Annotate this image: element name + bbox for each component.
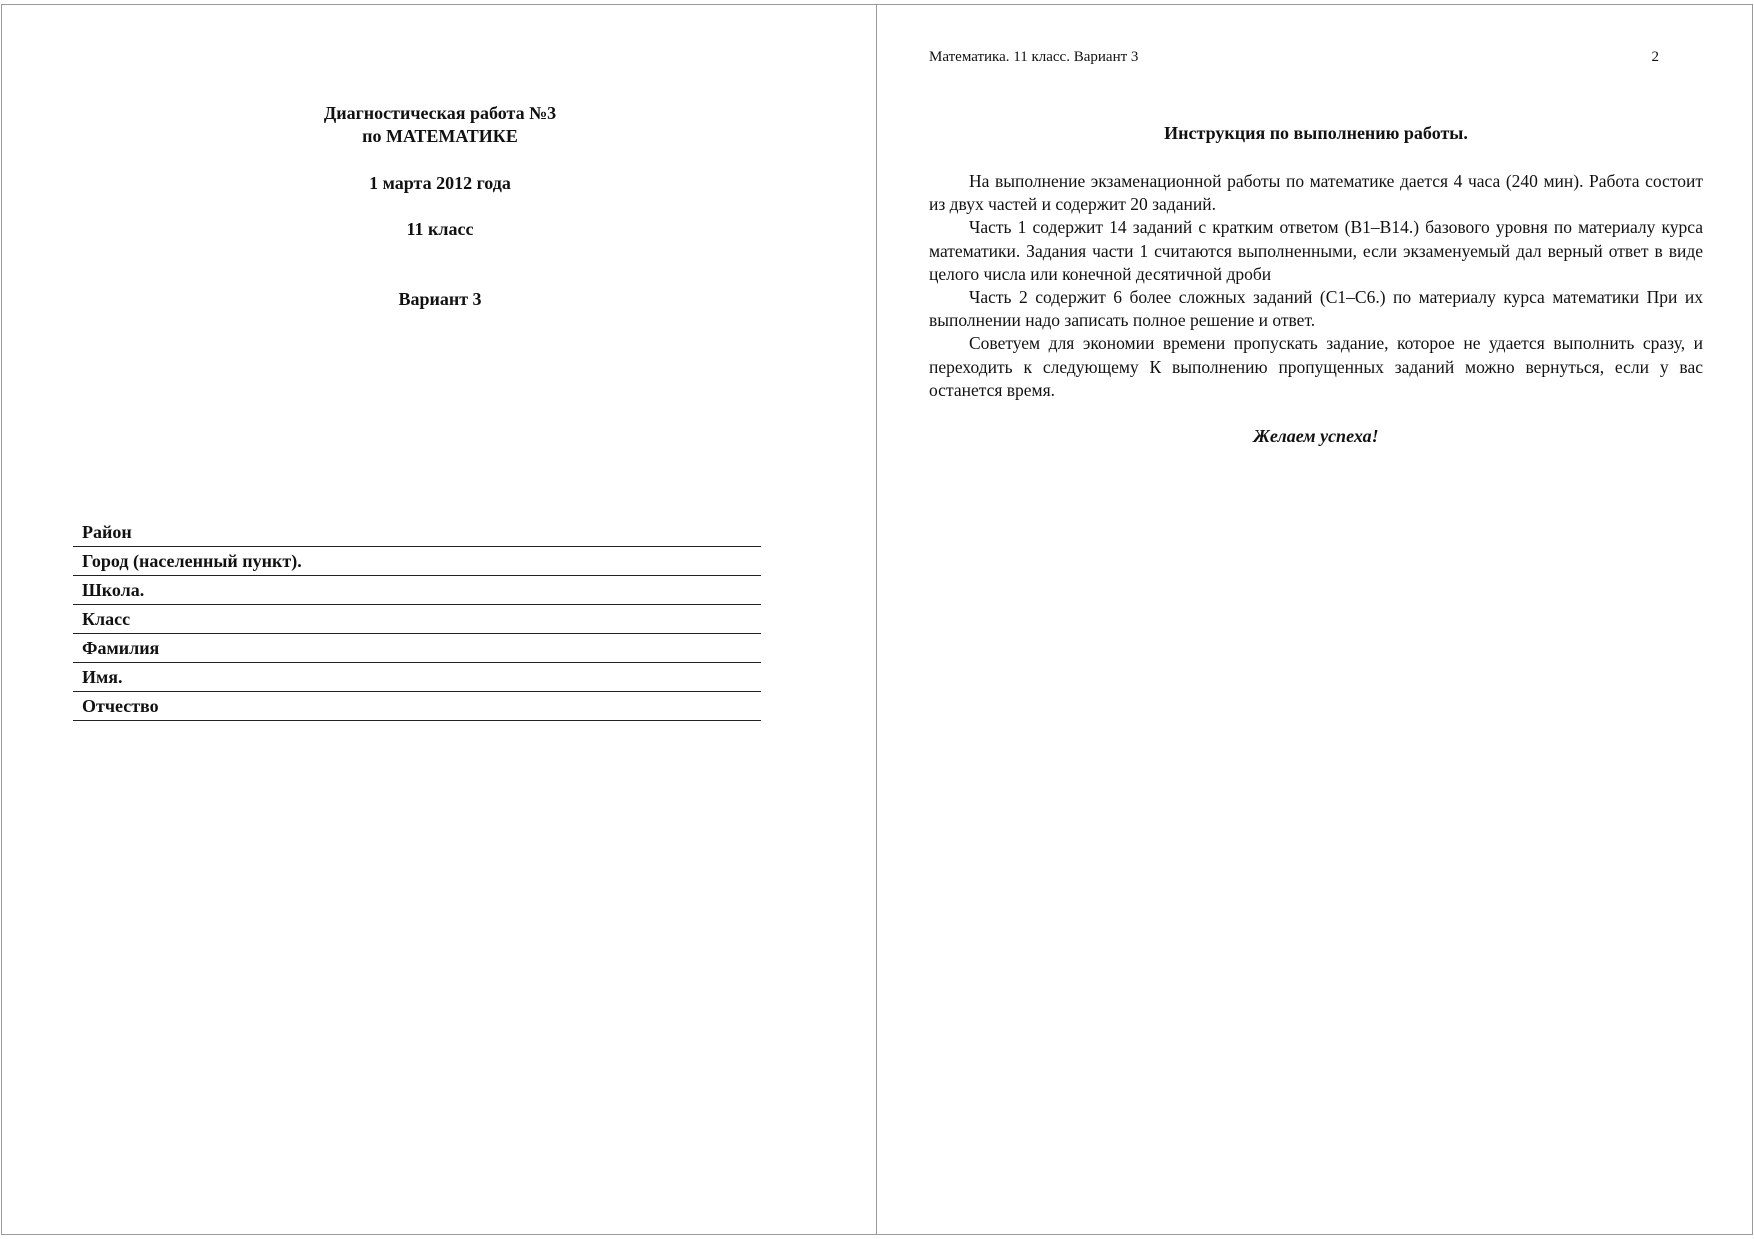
- form-field-city[interactable]: Город (населенный пункт).: [73, 547, 761, 576]
- title-block: [2, 102, 878, 148]
- instructions-body: [929, 170, 1703, 402]
- instruction-paragraph: Часть 1 содержит 14 заданий с кратким ответом (B1–B14.) базового уровня по материалу курса математики. Задания части 1 считаются выполненными, если экзаменуемый дал верный ответ в виде целого числа или конечной десятичной дроби: [929, 217, 1703, 284]
- header-text: Математика. 11 класс. Вариант 3: [929, 49, 1139, 65]
- instruction-paragraph: На выполнение экзаменационной работы по математике дается 4 часа (240 мин). Работа состоит из двух частей и содержит 20 заданий.: [929, 171, 1703, 215]
- form-field-school[interactable]: Школа.: [73, 576, 761, 605]
- form-field-name[interactable]: Имя.: [73, 663, 761, 692]
- instruction-paragraph: Советуем для экономии времени пропускать задание, которое не удается выполнить сразу, и переходить к следующему К выполнению пропущенных заданий можно вернуться, если у вас останется время.: [929, 333, 1703, 400]
- grade-label: 11 класс: [406, 219, 474, 239]
- left-page: [1, 4, 877, 1235]
- form-field-surname[interactable]: Фамилия: [73, 634, 761, 663]
- form-field-patronymic[interactable]: Отчество: [73, 692, 761, 721]
- exam-date: 1 марта 2012 года: [369, 173, 511, 193]
- instruction-paragraph: Часть 2 содержит 6 более сложных заданий (С1–С6.) по материалу курса математики При их выполнении надо записать полное решение и ответ.: [929, 287, 1703, 331]
- form-field-class[interactable]: Класс: [73, 605, 761, 634]
- title-line-1: Диагностическая работа №3: [323, 103, 557, 123]
- page-number: 2: [1651, 49, 1659, 65]
- right-page: [876, 4, 1753, 1235]
- running-header: [929, 47, 1659, 67]
- form-field-district[interactable]: Район: [73, 518, 761, 547]
- closing-wish: Желаем успеха!: [1253, 426, 1379, 446]
- variant-label: Вариант 3: [398, 289, 482, 309]
- title-line-2: по МАТЕМАТИКЕ: [362, 126, 518, 146]
- instructions-title: Инструкция по выполнению работы.: [1164, 123, 1468, 143]
